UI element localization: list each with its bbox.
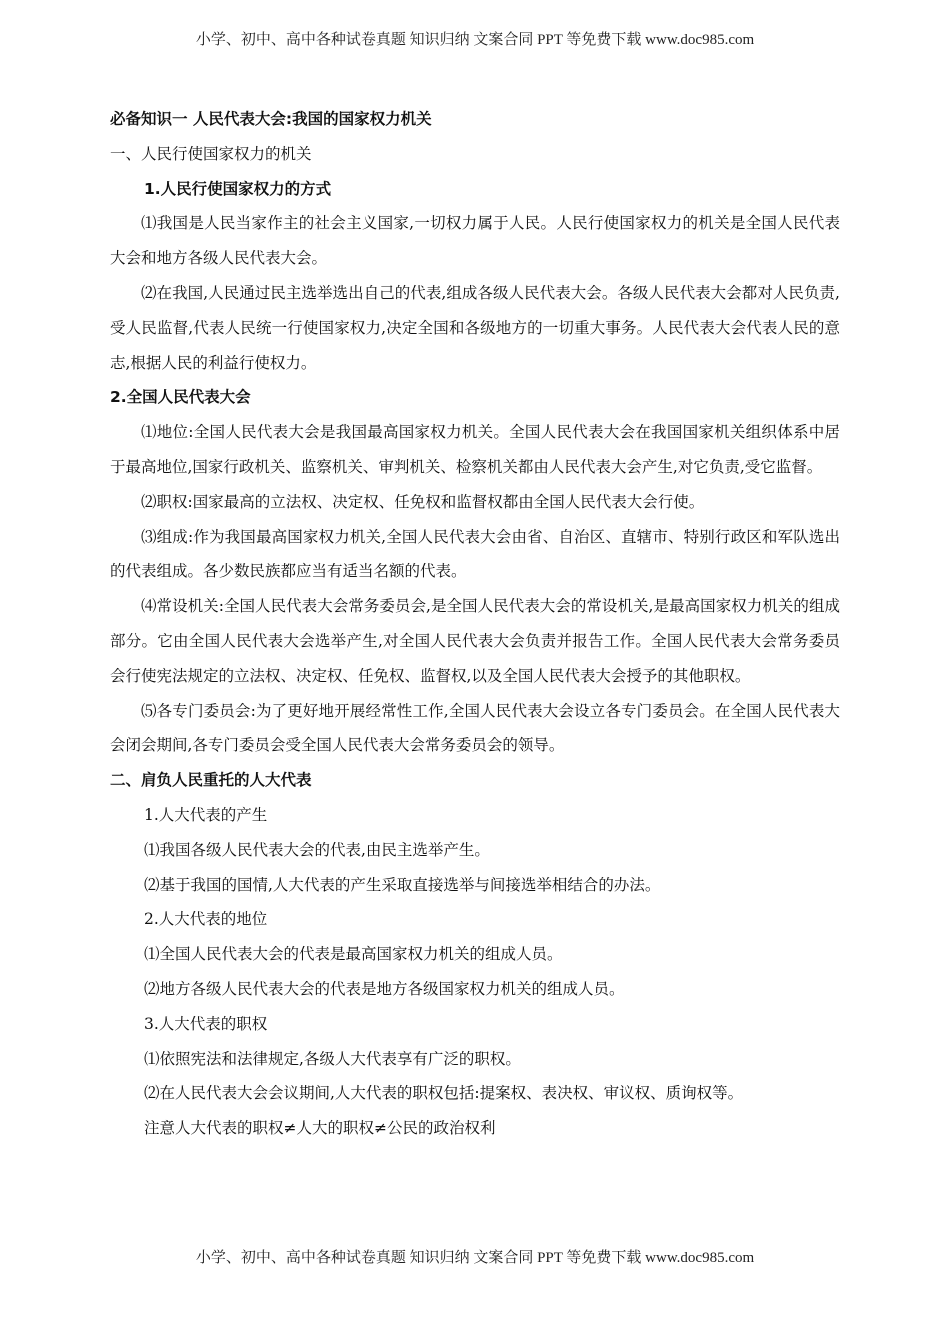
paragraph-2-1-1: ⑴我国各级人民代表大会的代表,由民主选举产生。 xyxy=(144,840,490,859)
section-heading-1: 一、人民行使国家权力的机关 xyxy=(110,144,312,163)
subsection-heading-2-2: 2.人大代表的地位 xyxy=(144,910,268,929)
note-text: 注意人大代表的职权≠人大的职权≠公民的政治权利 xyxy=(144,1119,496,1138)
paragraph-2-3-1: ⑴依照宪法和法律规定,各级人大代表享有广泛的职权。 xyxy=(144,1049,521,1068)
paragraph-2-3-2: ⑵在人民代表大会会议期间,人大代表的职权包括:提案权、表决权、审议权、质询权等。 xyxy=(144,1084,744,1103)
paragraph-1-2-3: ⑶组成:作为我国最高国家权力机关,全国人民代表大会由省、自治区、直辖市、特别行政区和军队选出的代表组成。各少数民族都应当有适当名额的代表。 xyxy=(110,527,840,581)
paragraph-1-2-4: ⑷常设机关:全国人民代表大会常务委员会,是全国人民代表大会的常设机关,是最高国家权力机关的组成部分。它由全国人民代表大会选举产生,对全国人民代表大会负责并报告工作。全国人民代表大会常务委员会行使宪法规定的立法权、决定权、任免权、监督权,以及全国人民代表大会授予的其他职权。 xyxy=(110,597,840,685)
subsection-heading-1-2: 2.全国人民代表大会 xyxy=(110,388,251,407)
paragraph-1-2-5: ⑸各专门委员会:为了更好地开展经常性工作,全国人民代表大会设立各专门委员会。在全国人民代表大会闭会期间,各专门委员会受全国人民代表大会常务委员会的领导。 xyxy=(110,701,840,755)
paragraph-2-2-2: ⑵地方各级人民代表大会的代表是地方各级国家权力机关的组成人员。 xyxy=(144,979,625,998)
paragraph-2-2-1: ⑴全国人民代表大会的代表是最高国家权力机关的组成人员。 xyxy=(144,945,563,964)
subsection-heading-1-1: 1.人民行使国家权力的方式 xyxy=(144,179,332,198)
subsection-heading-2-3: 3.人大代表的职权 xyxy=(144,1014,268,1033)
document-body xyxy=(110,102,840,1146)
page-title: 必备知识一 人民代表大会:我国的国家权力机关 xyxy=(110,110,432,128)
paragraph-2-1-2: ⑵基于我国的国情,人大代表的产生采取直接选举与间接选举相结合的办法。 xyxy=(144,875,661,894)
subsection-heading-2-1: 1.人大代表的产生 xyxy=(144,805,268,824)
paragraph-1-2-2: ⑵职权:国家最高的立法权、决定权、任免权和监督权都由全国人民代表大会行使。 xyxy=(141,492,705,511)
paragraph-1-1-2: ⑵在我国,人民通过民主选举选出自己的代表,组成各级人民代表大会。各级人民代表大会都对人民负责,受人民监督,代表人民统一行使国家权力,决定全国和各级地方的一切重大事务。人民代表大会代表人民的意志,根据人民的利益行使权力。 xyxy=(110,283,840,372)
page-footer: 小学、初中、高中各种试卷真题 知识归纳 文案合同 PPT 等免费下载 www.doc985.com xyxy=(195,1250,755,1266)
section-heading-2: 二、肩负人民重托的人大代表 xyxy=(110,771,312,790)
paragraph-1-2-1: ⑴地位:全国人民代表大会是我国最高国家权力机关。全国人民代表大会在我国国家机关组织体系中居于最高地位,国家行政机关、监察机关、审判机关、检察机关都由人民代表大会产生,对它负责,受它监督。 xyxy=(110,423,840,476)
paragraph-1-1-1: ⑴我国是人民当家作主的社会主义国家,一切权力属于人民。人民行使国家权力的机关是全国人民代表大会和地方各级人民代表大会。 xyxy=(110,214,840,268)
page-header: 小学、初中、高中各种试卷真题 知识归纳 文案合同 PPT 等免费下载 www.doc985.com xyxy=(195,32,755,48)
